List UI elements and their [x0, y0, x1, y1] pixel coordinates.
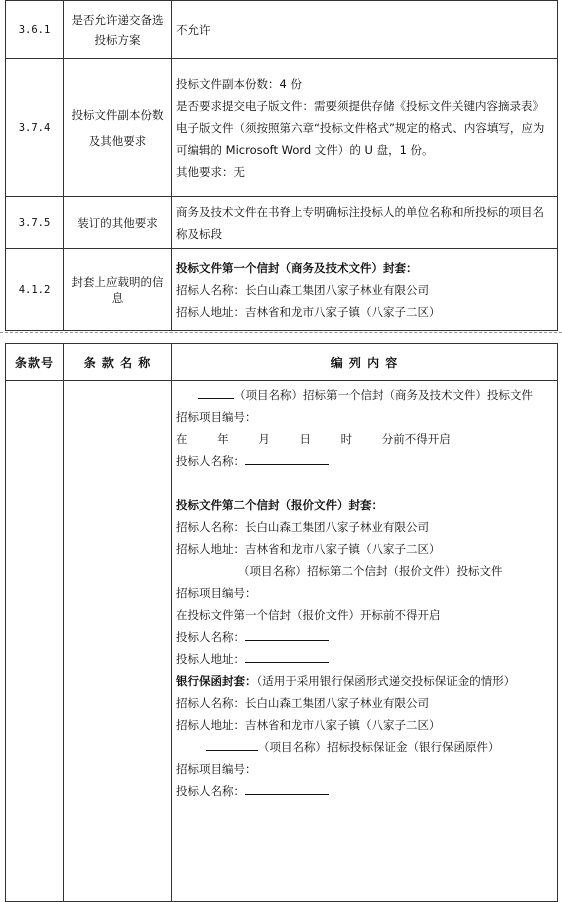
clause-name: 装订的其他要求: [64, 197, 172, 249]
open-time-line: 在 年 月 日 时 分前不得开启: [176, 432, 451, 446]
copies-line: 投标文件副本份数：4 份: [176, 76, 302, 91]
clause-number: 3.7.4: [6, 59, 64, 197]
clause-content: （项目名称）招标第一个信封（商务及技术文件）投标文件 招标项目编号： 在 年 月 日 时 分前不得开启 投标人名称： 投标文件第二个信封（报价文件）封套： 招标人名称：长白山森工集团八家子林业有限公司 招标人地址：吉林省和龙市八家子镇（八家子二区） （项目名称）招标第二个信封（报价文件）投标文件 招标项目编号： 在投标文件第一个信封（报价文件）开标前不得开启 投标人名称： 投标人地址： 银行保函封套：（适用于采用银行保函形式递交投标保证金的情形） 招标人名称：长白山森工集团八家子林业有限公司 招标人地址：吉林省和龙市八家子镇（八家子二区） （项目名称）招标投标保证金（银行保函原件） 招标项目编号： 投标人名称：: [172, 381, 558, 902]
clause-content: 不允许: [172, 1, 558, 59]
clause-number: 3.7.5: [6, 197, 64, 249]
table-row: [6, 59, 558, 197]
bid-data-table-upper: [5, 0, 558, 331]
electronic-copy-line: 是否要求提交电子版文件：需要须提供存储《投标文件关键内容摘录表》电子版文件（须按照第六章“投标文件格式”规定的格式、内容填写，应为可编辑的 Microsoft Word 文件）的 U 盘，1 份。: [176, 98, 545, 157]
table-row: [6, 249, 558, 331]
header-content: 编 列 内 容: [172, 344, 558, 381]
clause-name: 是否允许递交备选投标方案: [64, 1, 172, 59]
bid-data-table-lower: [5, 343, 558, 902]
clause-name: 投标文件副本份数及其他要求: [64, 59, 172, 197]
table-row: [6, 381, 558, 902]
clause-name: 封套上应载明的信息: [64, 249, 172, 331]
clause-content: 投标文件第一个信封（商务及技术文件）封套： 招标人名称：长白山森工集团八家子林业有限公司 招标人地址：吉林省和龙市八家子镇（八家子二区）: [172, 249, 558, 331]
clause-content: [172, 59, 558, 197]
clause-number: 4.1.2: [6, 249, 64, 331]
clause-content: 商务及技术文件在书脊上专明确标注投标人的单位名称和所投标的项目名称及标段: [172, 197, 558, 249]
table-row: [6, 197, 558, 249]
table-row: [6, 1, 558, 59]
clause-number: 3.6.1: [6, 1, 64, 59]
other-req-line: 其他要求：无: [176, 164, 245, 179]
table-header-row: [6, 344, 558, 381]
page-break: [0, 332, 562, 333]
header-clause-name: 条 款 名 称: [64, 344, 172, 381]
header-clause-number: 条款号: [6, 344, 64, 381]
